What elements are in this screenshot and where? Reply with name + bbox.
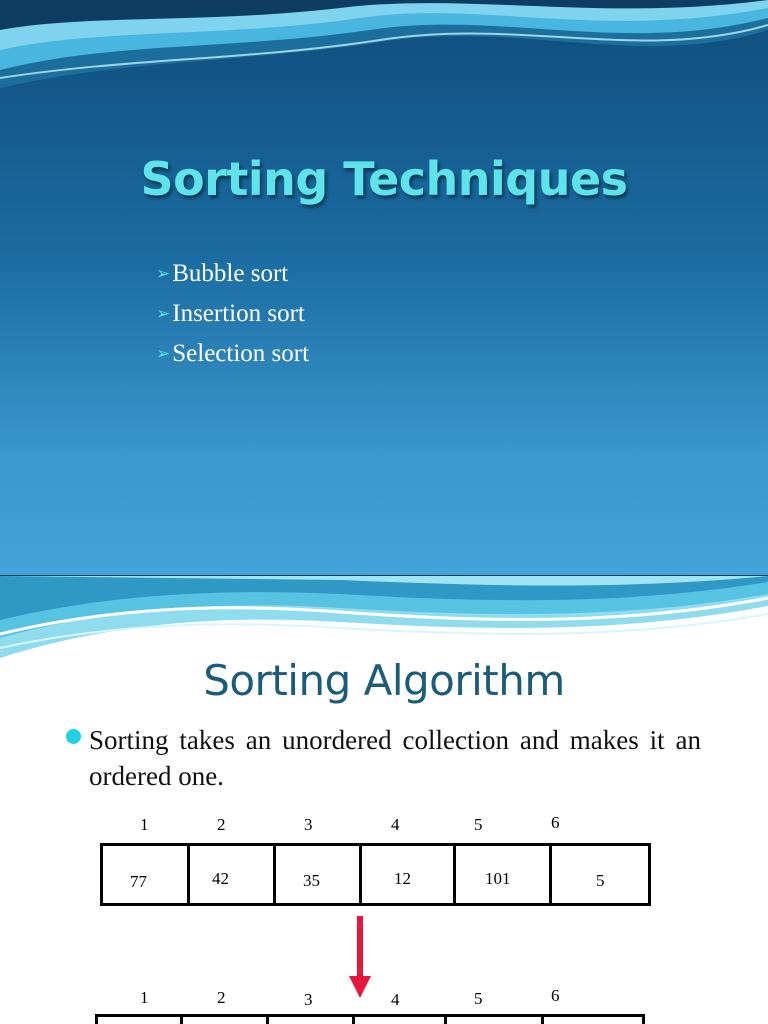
list-item — [156, 334, 309, 374]
array-index: 6 — [551, 986, 560, 1005]
slide-title: Sorting Algorithm — [203, 656, 565, 705]
arrow-bullet-icon: ➢ — [156, 304, 171, 323]
array-cell — [276, 846, 362, 903]
array-cell — [269, 1017, 355, 1024]
list-item — [156, 294, 309, 334]
array-cell — [190, 846, 276, 903]
array-index: 2 — [217, 988, 226, 1007]
circle-bullet-icon — [66, 729, 81, 744]
arrow-bullet-icon: ➢ — [156, 344, 171, 363]
list-item-label: Insertion sort — [172, 300, 305, 327]
technique-list — [156, 254, 309, 374]
array-index: 4 — [391, 815, 400, 834]
array-cell — [456, 846, 552, 903]
arrow-down-icon — [348, 916, 372, 1000]
cell-value: 5 — [596, 871, 605, 890]
cell-value: 35 — [303, 871, 320, 890]
header-wave-decoration — [0, 0, 768, 110]
array-index: 2 — [217, 815, 226, 834]
array-cell — [103, 846, 190, 903]
array-index: 1 — [140, 815, 149, 834]
slide-sorting-algorithm — [0, 576, 768, 1024]
array-index: 3 — [304, 990, 313, 1009]
array-cell — [183, 1017, 269, 1024]
array-index: 1 — [140, 988, 149, 1007]
cell-value: 77 — [130, 872, 147, 891]
sorted-array — [95, 1014, 645, 1024]
cell-value: 42 — [212, 869, 229, 888]
slide-title: Sorting Techniques — [140, 152, 628, 206]
array-index: 4 — [391, 990, 400, 1009]
array-cell — [552, 846, 648, 903]
unsorted-array — [100, 843, 651, 906]
cell-value: 12 — [394, 869, 411, 888]
array-cell — [98, 1017, 183, 1024]
array-cell — [362, 846, 456, 903]
description-text: Sorting takes an unordered collection and makes it an ordered one. — [89, 725, 701, 791]
array-index: 6 — [551, 813, 560, 832]
array-index: 5 — [474, 989, 483, 1008]
array-cell — [355, 1017, 447, 1024]
list-item-label: Selection sort — [172, 340, 310, 367]
header-wave-decoration — [0, 576, 768, 666]
array-cell — [544, 1017, 642, 1024]
array-cell — [447, 1017, 544, 1024]
list-item-label: Bubble sort — [172, 260, 289, 287]
arrow-bullet-icon: ➢ — [156, 264, 171, 283]
array-index: 3 — [304, 815, 313, 834]
cell-value: 101 — [485, 869, 511, 888]
list-item — [156, 254, 309, 294]
array-index: 5 — [474, 815, 483, 834]
